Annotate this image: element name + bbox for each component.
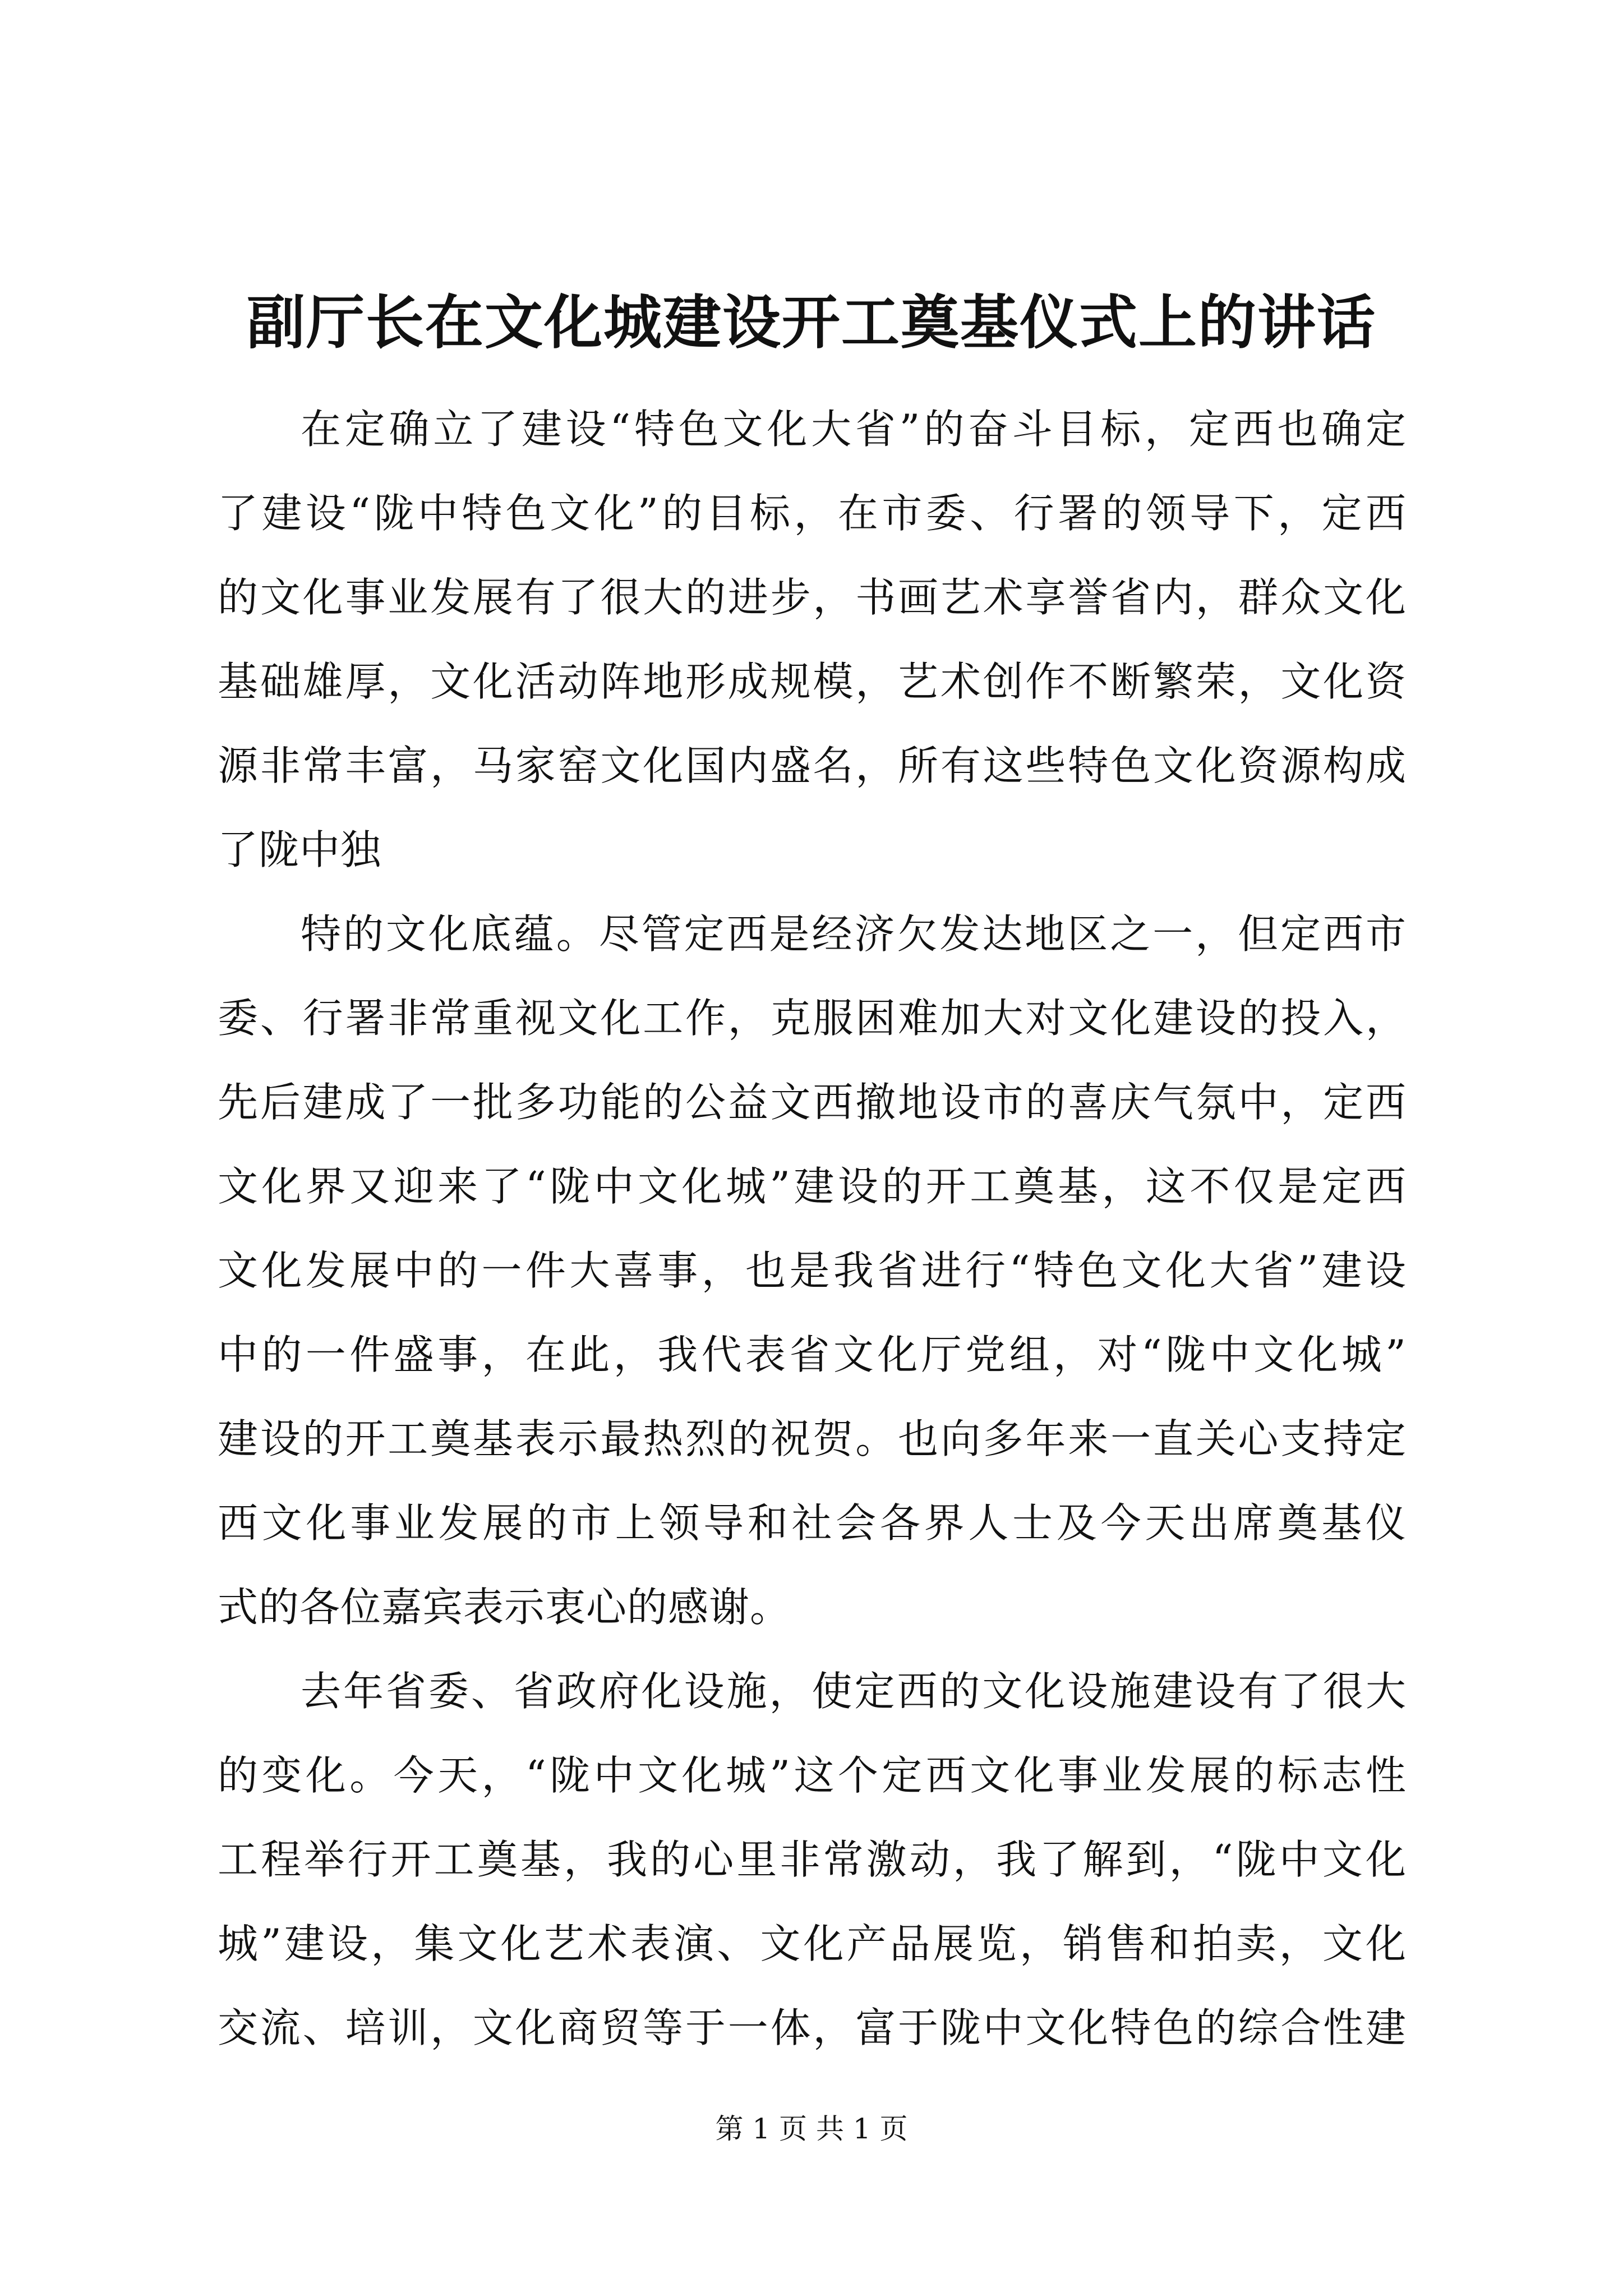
- text-line: 源非常丰富，马家窑文化国内盛名，所有这些特色文化资源构成: [218, 742, 1407, 789]
- page-number-footer: 第 1 页 共 1 页: [715, 2113, 908, 2145]
- text-line: 工程举行开工奠基，我的心里非常激动，我了解到，“陇中文化: [218, 1836, 1407, 1883]
- text-line: 在定确立了建设“特色文化大省”的奋斗目标，定西也确定: [301, 406, 1407, 453]
- text-line: 城”建设，集文化艺术表演、文化产品展览，销售和拍卖，文化: [218, 1920, 1407, 1967]
- text-line: 的变化。今天，“陇中文化城”这个定西文化事业发展的标志性: [218, 1752, 1407, 1799]
- text-line: 委、行署非常重视文化工作，克服困难加大对文化建设的投入，: [218, 995, 1407, 1042]
- document-title: 副厅长在文化城建设开工奠基仪式上的讲话: [246, 288, 1376, 357]
- paragraph: [218, 387, 1407, 892]
- text-line: 去年省委、省政府化设施，使定西的文化设施建设有了很大: [301, 1668, 1407, 1715]
- text-line: 文化界又迎来了“陇中文化城”建设的开工奠基，这不仅是定西: [218, 1163, 1407, 1210]
- text-line: 的文化事业发展有了很大的进步，书画艺术享誉省内，群众文化: [218, 574, 1407, 621]
- text-line: 了陇中独: [218, 826, 382, 873]
- paragraph: [218, 892, 1407, 1649]
- paragraph: [218, 1649, 1407, 2070]
- text-line: 建设的开工奠基表示最热烈的祝贺。也向多年来一直关心支持定: [218, 1415, 1407, 1462]
- text-line: 式的各位嘉宾表示衷心的感谢。: [218, 1584, 791, 1631]
- text-line: 文化发展中的一件大喜事，也是我省进行“特色文化大省”建设: [218, 1247, 1407, 1294]
- document-body: [218, 387, 1407, 2070]
- text-line: 交流、培训，文化商贸等于一体，富于陇中文化特色的综合性建: [218, 2004, 1407, 2051]
- text-line: 特的文化底蕴。尽管定西是经济欠发达地区之一，但定西市: [301, 910, 1407, 958]
- text-line: 了建设“陇中特色文化”的目标，在市委、行署的领导下，定西: [218, 490, 1407, 537]
- text-line: 先后建成了一批多功能的公益文西撤地设市的喜庆气氛中，定西: [218, 1079, 1407, 1126]
- text-line: 基础雄厚，文化活动阵地形成规模，艺术创作不断繁荣，文化资: [218, 658, 1407, 705]
- text-line: 西文化事业发展的市上领导和社会各界人士及今天出席奠基仪: [218, 1499, 1407, 1547]
- text-line: 中的一件盛事，在此，我代表省文化厅党组，对“陇中文化城”: [218, 1331, 1407, 1378]
